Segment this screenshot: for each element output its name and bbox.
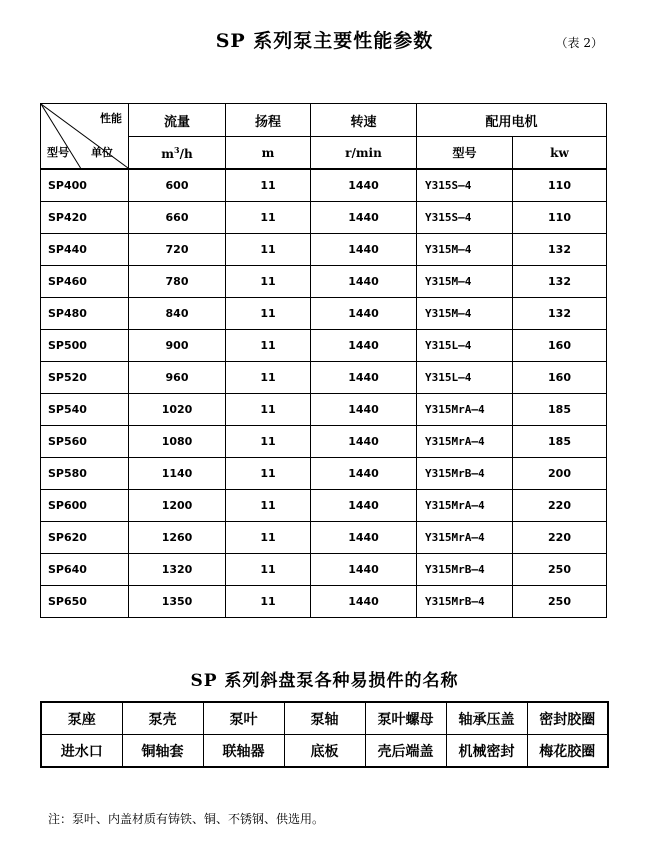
cell-power: 185 [513, 394, 607, 426]
table-row [41, 202, 607, 234]
cell-flow: 1200 [129, 490, 226, 522]
unit-flow [129, 137, 226, 170]
cell-head: 11 [226, 169, 311, 202]
cell-power: 110 [513, 202, 607, 234]
cell-speed: 1440 [311, 266, 417, 298]
cell-speed: 1440 [311, 490, 417, 522]
parts-row [41, 735, 608, 768]
unit-flow-base: m [161, 146, 174, 161]
cell-speed: 1440 [311, 234, 417, 266]
unit-motor-model: 型号 [417, 137, 513, 170]
cell-motor: Y315MrB—4 [417, 586, 513, 618]
cell-model: SP480 [41, 298, 129, 330]
corner-model-label: 型号 [47, 146, 69, 159]
unit-head: m [226, 137, 311, 170]
cell-motor: Y315M—4 [417, 234, 513, 266]
table-corner-header [41, 104, 129, 170]
cell-flow: 840 [129, 298, 226, 330]
cell-speed: 1440 [311, 394, 417, 426]
table-row [41, 490, 607, 522]
unit-speed: r/min [311, 137, 417, 170]
wear-parts-table [40, 701, 609, 768]
cell-flow: 1140 [129, 458, 226, 490]
cell-flow: 1320 [129, 554, 226, 586]
cell-model: SP580 [41, 458, 129, 490]
part-name: 泵壳 [122, 702, 203, 735]
part-name: 铜轴套 [122, 735, 203, 768]
part-name: 泵座 [41, 702, 122, 735]
cell-motor: Y315S—4 [417, 169, 513, 202]
part-name: 密封胶圈 [527, 702, 608, 735]
unit-flow-sup: 3 [174, 144, 180, 155]
cell-flow: 1020 [129, 394, 226, 426]
cell-head: 11 [226, 330, 311, 362]
part-name: 轴承压盖 [446, 702, 527, 735]
cell-head: 11 [226, 362, 311, 394]
cell-model: SP540 [41, 394, 129, 426]
part-name: 梅花胶圈 [527, 735, 608, 768]
performance-table [40, 103, 607, 618]
cell-model: SP420 [41, 202, 129, 234]
part-name: 进水口 [41, 735, 122, 768]
table-row [41, 522, 607, 554]
cell-motor: Y315MrB—4 [417, 458, 513, 490]
corner-unit-label: 单位 [91, 146, 113, 159]
cell-head: 11 [226, 266, 311, 298]
cell-model: SP620 [41, 522, 129, 554]
cell-head: 11 [226, 202, 311, 234]
cell-flow: 960 [129, 362, 226, 394]
cell-model: SP500 [41, 330, 129, 362]
header-head: 扬程 [226, 104, 311, 137]
table-row [41, 394, 607, 426]
table-row [41, 362, 607, 394]
table-row [41, 586, 607, 618]
part-name: 底板 [284, 735, 365, 768]
cell-speed: 1440 [311, 202, 417, 234]
cell-power: 160 [513, 362, 607, 394]
header-motor: 配用电机 [417, 104, 607, 137]
cell-model: SP650 [41, 586, 129, 618]
cell-power: 132 [513, 234, 607, 266]
cell-power: 250 [513, 586, 607, 618]
cell-head: 11 [226, 490, 311, 522]
table-row [41, 330, 607, 362]
cell-motor: Y315MrA—4 [417, 522, 513, 554]
cell-motor: Y315MrA—4 [417, 490, 513, 522]
cell-speed: 1440 [311, 426, 417, 458]
cell-power: 132 [513, 298, 607, 330]
cell-head: 11 [226, 298, 311, 330]
cell-model: SP400 [41, 169, 129, 202]
cell-motor: Y315M—4 [417, 266, 513, 298]
cell-power: 132 [513, 266, 607, 298]
cell-power: 220 [513, 490, 607, 522]
cell-speed: 1440 [311, 586, 417, 618]
table-row [41, 266, 607, 298]
cell-head: 11 [226, 394, 311, 426]
corner-performance-label: 性能 [100, 112, 122, 125]
cell-speed: 1440 [311, 554, 417, 586]
table-row [41, 234, 607, 266]
header-speed: 转速 [311, 104, 417, 137]
cell-power: 110 [513, 169, 607, 202]
parts-row [41, 702, 608, 735]
part-name: 泵轴 [284, 702, 365, 735]
part-name: 机械密封 [446, 735, 527, 768]
material-note: 注：泵叶、内盖材质有铸铁、铜、不锈钢、供选用。 [48, 812, 325, 826]
cell-flow: 660 [129, 202, 226, 234]
cell-motor: Y315L—4 [417, 330, 513, 362]
part-name: 泵叶 [203, 702, 284, 735]
cell-flow: 900 [129, 330, 226, 362]
part-name: 泵叶螺母 [365, 702, 446, 735]
cell-flow: 780 [129, 266, 226, 298]
cell-model: SP600 [41, 490, 129, 522]
cell-power: 250 [513, 554, 607, 586]
cell-motor: Y315M—4 [417, 298, 513, 330]
cell-head: 11 [226, 458, 311, 490]
cell-motor: Y315S—4 [417, 202, 513, 234]
table-row [41, 298, 607, 330]
page-title: SP 系列泵主要性能参数 [215, 30, 434, 52]
cell-head: 11 [226, 234, 311, 266]
cell-head: 11 [226, 426, 311, 458]
cell-flow: 1260 [129, 522, 226, 554]
cell-power: 220 [513, 522, 607, 554]
cell-speed: 1440 [311, 362, 417, 394]
cell-motor: Y315MrB—4 [417, 554, 513, 586]
part-name: 壳后端盖 [365, 735, 446, 768]
cell-flow: 1080 [129, 426, 226, 458]
cell-model: SP640 [41, 554, 129, 586]
cell-model: SP440 [41, 234, 129, 266]
table-row [41, 169, 607, 202]
table-row [41, 458, 607, 490]
cell-power: 160 [513, 330, 607, 362]
cell-head: 11 [226, 586, 311, 618]
part-name: 联轴器 [203, 735, 284, 768]
cell-model: SP460 [41, 266, 129, 298]
header-flow: 流量 [129, 104, 226, 137]
cell-head: 11 [226, 554, 311, 586]
cell-speed: 1440 [311, 522, 417, 554]
cell-model: SP520 [41, 362, 129, 394]
cell-speed: 1440 [311, 458, 417, 490]
table-row [41, 554, 607, 586]
cell-speed: 1440 [311, 169, 417, 202]
cell-flow: 600 [129, 169, 226, 202]
cell-flow: 720 [129, 234, 226, 266]
cell-motor: Y315MrA—4 [417, 426, 513, 458]
cell-speed: 1440 [311, 330, 417, 362]
unit-flow-tail: /h [179, 146, 193, 161]
cell-head: 11 [226, 522, 311, 554]
cell-model: SP560 [41, 426, 129, 458]
cell-motor: Y315MrA—4 [417, 394, 513, 426]
table-row [41, 426, 607, 458]
parts-title: SP 系列斜盘泵各种易损件的名称 [190, 671, 459, 691]
cell-power: 200 [513, 458, 607, 490]
cell-power: 185 [513, 426, 607, 458]
table-number: （表 2） [555, 36, 603, 50]
cell-speed: 1440 [311, 298, 417, 330]
cell-motor: Y315L—4 [417, 362, 513, 394]
unit-motor-power: kw [513, 137, 607, 170]
cell-flow: 1350 [129, 586, 226, 618]
